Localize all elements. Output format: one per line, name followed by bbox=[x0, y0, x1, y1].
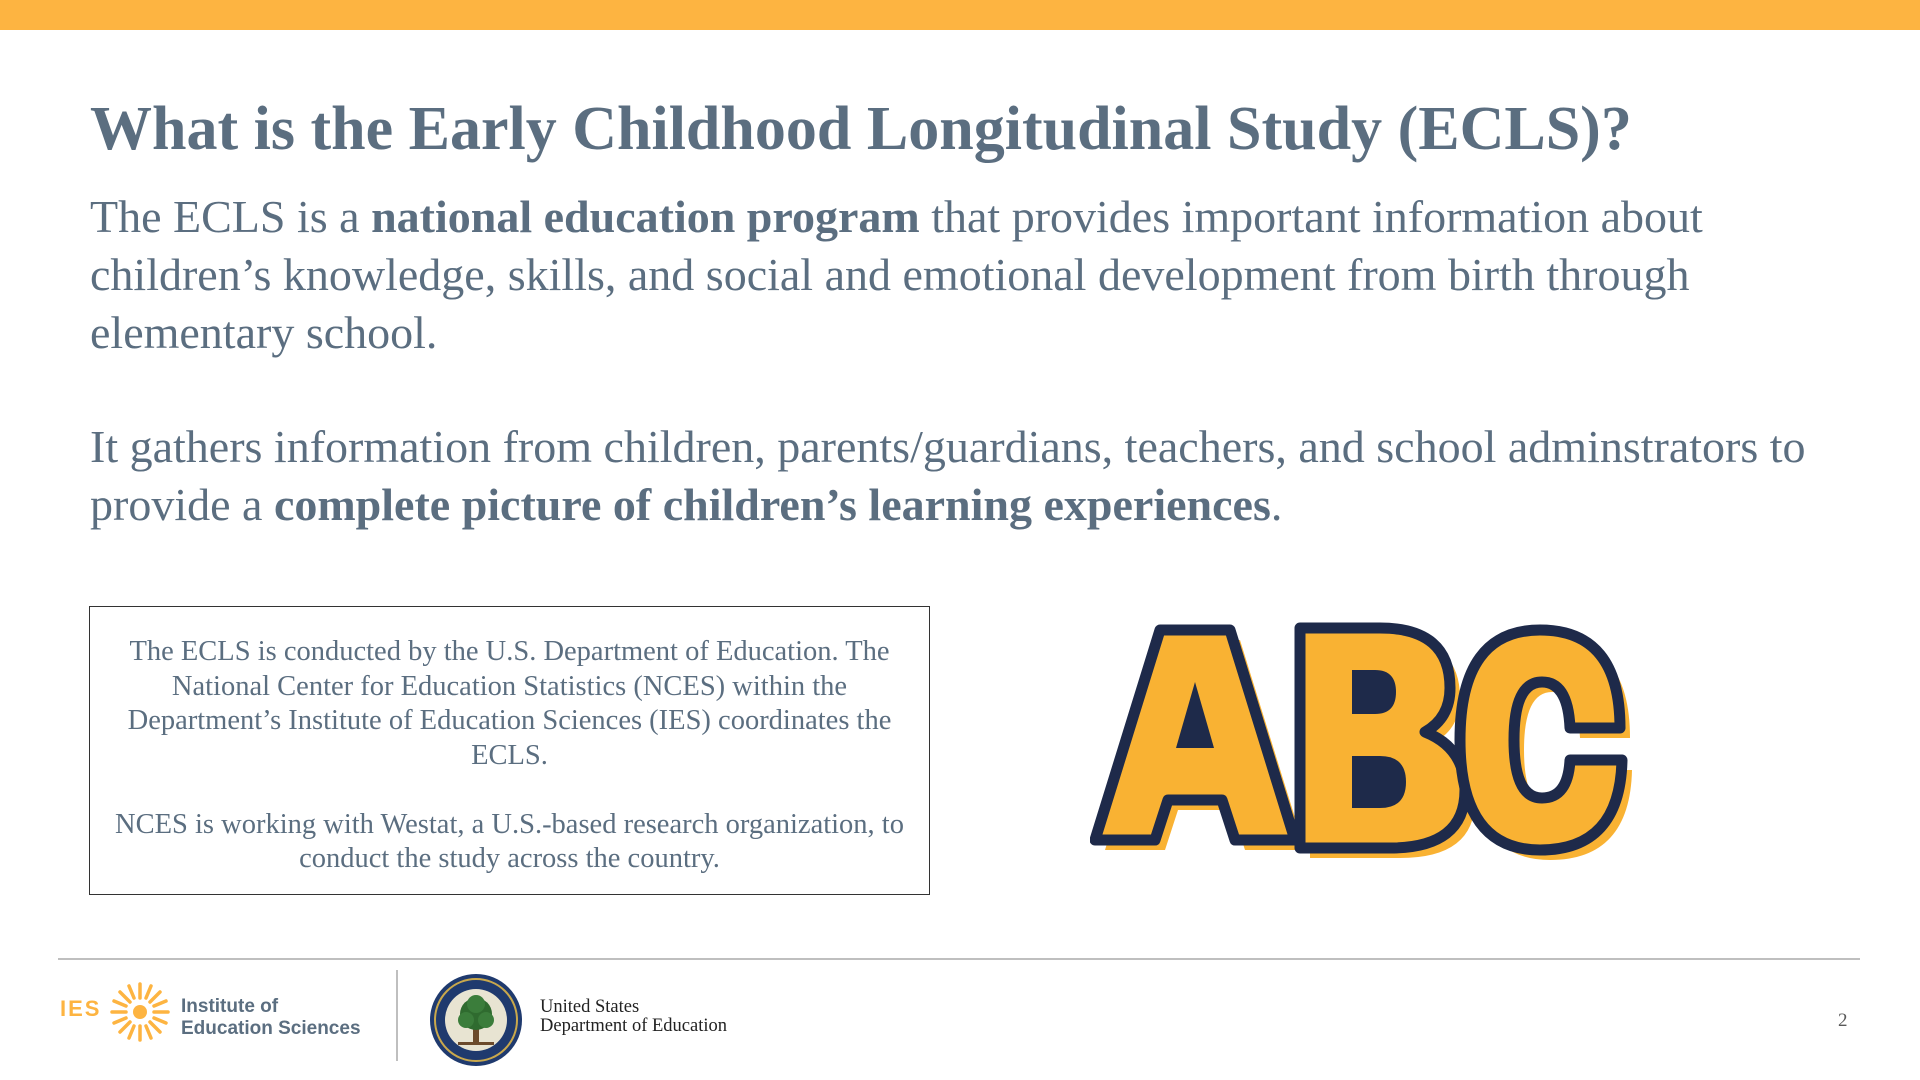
abc-letters-illustration bbox=[1090, 620, 1650, 880]
ies-name-line-2: Education Sciences bbox=[181, 1018, 361, 1039]
intro-paragraph bbox=[90, 188, 1880, 362]
info-box-text-2: NCES is working with Westat, a U.S.-based research organization, to conduct the study across the country. bbox=[115, 808, 904, 874]
purpose-text-bold: complete picture of children’s learning experiences bbox=[273, 479, 1271, 530]
intro-text-end: that provides important information about children’s knowledge, skills, and social and emotional development from birth through elementary school. bbox=[90, 191, 1703, 358]
ies-sunburst-icon bbox=[108, 980, 172, 1044]
footer-logo-separator bbox=[396, 970, 398, 1061]
department-of-education-seal-icon bbox=[428, 972, 524, 1068]
intro-text-start: The ECLS is a bbox=[90, 191, 372, 242]
purpose-text-start: It gathers information from children, parents/guardians, teachers, and school adminstrators to provide a bbox=[90, 421, 1806, 530]
doe-name bbox=[540, 998, 727, 1036]
footer-divider bbox=[58, 958, 1860, 960]
purpose-paragraph bbox=[90, 418, 1880, 534]
ies-name bbox=[181, 996, 361, 1040]
slide-title: What is the Early Childhood Longitudinal Study (ECLS)? bbox=[90, 95, 1632, 163]
doe-name-line-2: Department of Education bbox=[540, 1016, 727, 1036]
page-number: 2 bbox=[1838, 1010, 1848, 1031]
ies-logo-mark: IES bbox=[60, 996, 102, 1021]
purpose-text-end: . bbox=[1270, 479, 1283, 530]
info-box-text-1: The ECLS is conducted by the U.S. Department of Education. The National Center for Education Statistics (NCES) within the Department’s Institute of Education Sciences (IES) coordinates the ECLS. bbox=[127, 636, 892, 771]
ies-name-line-1: Institute of bbox=[181, 996, 279, 1017]
doe-name-line-1: United States bbox=[540, 997, 640, 1017]
intro-text-bold: national education program bbox=[371, 191, 920, 242]
info-box bbox=[89, 606, 930, 895]
top-accent-bar bbox=[0, 0, 1920, 30]
